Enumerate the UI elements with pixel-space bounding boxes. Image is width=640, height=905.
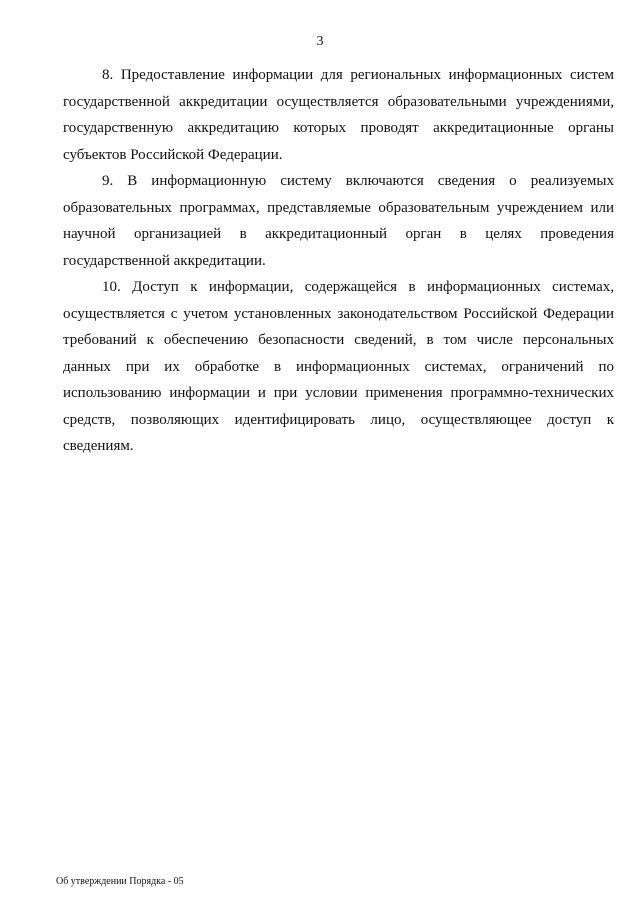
page-number: 3 [316,34,324,49]
footer-note: Об утверждении Порядка - 05 [56,876,184,887]
paragraph-8: 8. Предоставление информации для региональных информационных систем государственной аккредитации осуществляется образовательными учреждениями, государственную аккредитацию которых проводят аккредитационные органы субъектов Российской Федерации. [63,67,614,163]
paragraph-10: 10. Доступ к информации, содержащейся в информационных системах, осуществляется с учетом установленных законодательством Российской Федерации требований к обеспечению безопасности сведений, в том числе персональных данных при их обработке в информационных системах, ограничений по использованию информации и при условии применения программно-технических средств, позволяющих идентифицировать лицо, осуществляющее доступ к сведениям. [63,279,614,454]
document-body [63,62,614,460]
paragraph-9: 9. В информационную систему включаются сведения о реализуемых образовательных программах, представляемые образовательным учреждением или научной организацией в аккредитационный орган в целях проведения государственной аккредитации. [63,173,614,269]
